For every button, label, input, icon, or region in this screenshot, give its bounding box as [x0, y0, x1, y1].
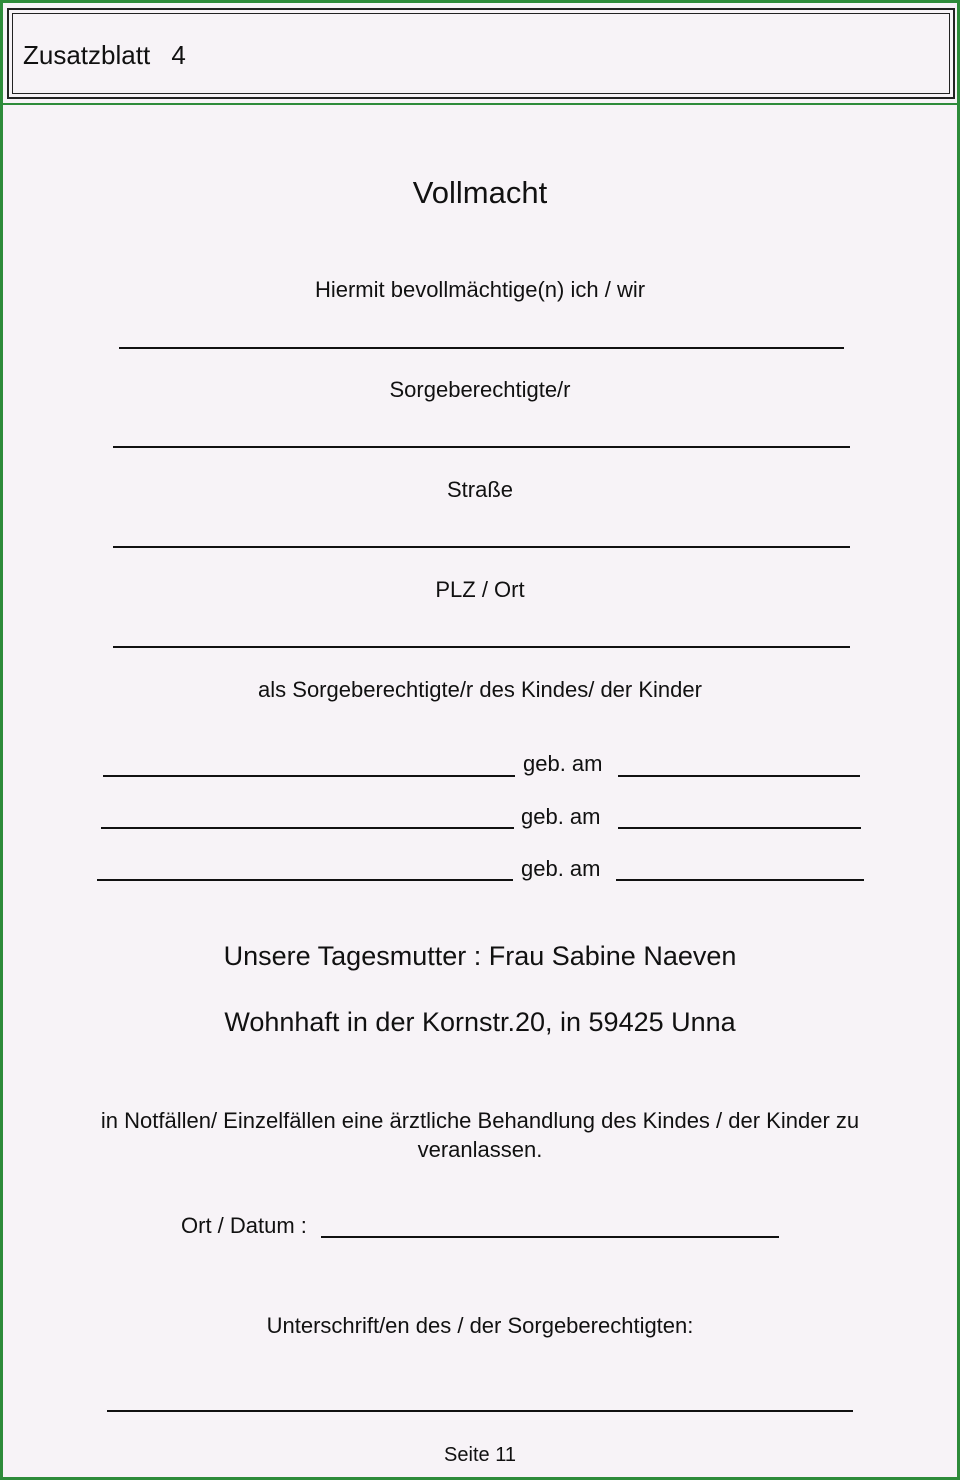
signature-line[interactable]: [107, 1410, 853, 1412]
place-date-label: Ort / Datum :: [181, 1213, 307, 1238]
street-label: Straße: [446, 477, 514, 502]
sheet-title: Zusatzblatt 4: [23, 40, 186, 70]
child-birthdate-line[interactable]: [618, 775, 860, 777]
child-name-line[interactable]: [97, 879, 513, 881]
child-birthdate-line[interactable]: [616, 879, 864, 881]
header-box: [7, 8, 955, 99]
child-born-label: geb. am: [523, 751, 603, 776]
city-label: PLZ / Ort: [435, 577, 525, 602]
child-birthdate-line[interactable]: [618, 827, 861, 829]
child-name-line[interactable]: [103, 775, 515, 777]
guardian-label: Sorgeberechtigte/r: [389, 377, 571, 402]
child-born-label: geb. am: [521, 804, 601, 829]
signature-label: Unterschrift/en des / der Sorgeberechtigten:: [266, 1313, 694, 1338]
intro-text: Hiermit bevollmächtige(n) ich / wir: [314, 277, 646, 302]
child-born-label: geb. am: [521, 856, 601, 881]
caregiver-address: Wohnhaft in der Kornstr.20, in 59425 Unna: [224, 1007, 736, 1037]
page-number: Seite 11: [444, 1444, 516, 1466]
as-guardian-text: als Sorgeberechtigte/r des Kindes/ der Kinder: [258, 677, 702, 702]
header-divider: [3, 103, 957, 105]
document-title: Vollmacht: [412, 175, 548, 210]
child-name-line[interactable]: [101, 827, 514, 829]
guardian-name-line[interactable]: [119, 347, 844, 349]
place-date-line[interactable]: [321, 1236, 779, 1238]
guardian-extra-line[interactable]: [113, 646, 850, 648]
street-line[interactable]: [113, 446, 850, 448]
caregiver-text: Unsere Tagesmutter : Frau Sabine Naeven: [223, 941, 737, 971]
city-line[interactable]: [113, 546, 850, 548]
purpose-text-line1: in Notfällen/ Einzelfällen eine ärztliche Behandlung des Kindes / der Kinder zu: [100, 1108, 860, 1133]
purpose-text-line2: veranlassen.: [417, 1137, 543, 1162]
